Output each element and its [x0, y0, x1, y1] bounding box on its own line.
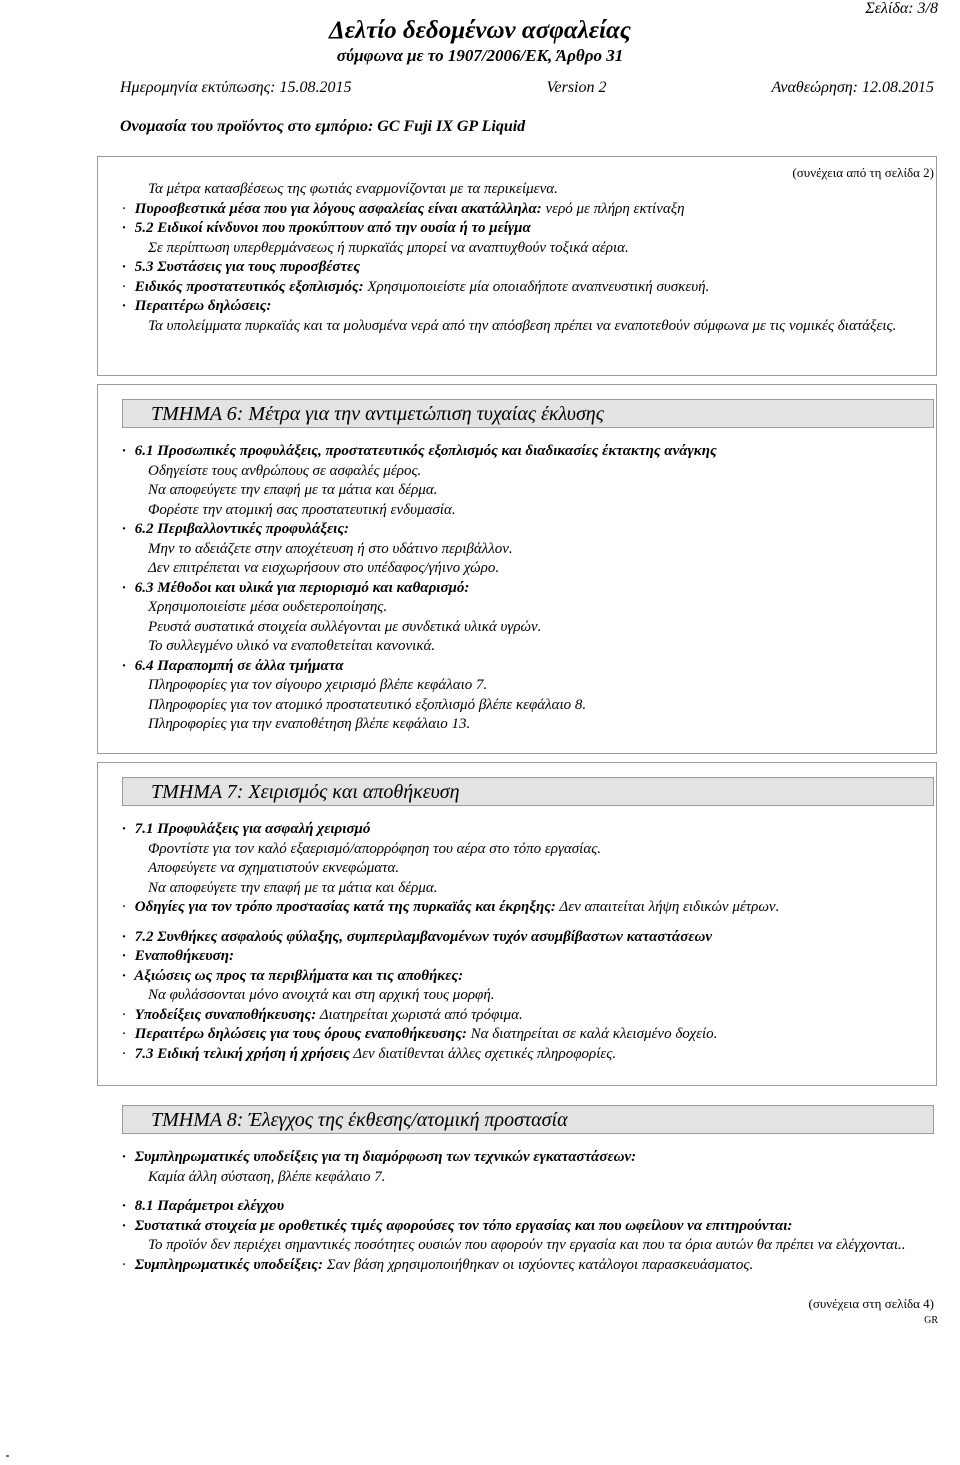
section-7-content — [122, 820, 940, 1064]
section-5-line: Τα μέτρα κατασβέσεως της φωτιάς εναρμονίζονται με τα περικείμενα. — [148, 181, 558, 197]
section-5-heading: · 5.2 Ειδικοί κίνδυνοι που προκύπτουν από την ουσία ή το μείγμα — [122, 220, 531, 236]
subsection-heading: · Συμπληρωματικές υποδείξεις για τη διαμόρφωση των τεχνικών εγκαταστάσεων: — [122, 1149, 637, 1165]
section-6-line: Οδηγείστε τους ανθρώπους σε ασφαλές μέρος. — [148, 462, 422, 479]
version: Version 2 — [546, 79, 607, 96]
subsection-heading: · 6.3 Μέθοδοι και υλικά για περιορισμό και καθαρισμό: — [122, 579, 470, 596]
section-6-line: Πληροφορίες για τον σίγουρο χειρισμό βλέπε κεφάλαιο 7. — [148, 677, 488, 693]
subsection-heading: · 7.1 Προφυλάξεις για ασφαλή χειρισμό — [122, 821, 371, 837]
section-7-line: Φροντίστε για τον καλό εξαερισμό/απορρόφηση του αέρα στο τόπο εργασίας. — [148, 840, 602, 857]
section-7-line: · 7.3 Ειδική τελική χρήση ή χρήσεις Δεν διατίθενται άλλες σχετικές πληροφορίες. — [122, 1045, 617, 1062]
value: Δεν απαιτείται λήψη ειδικών μέτρων. — [559, 899, 780, 915]
heading-text: 8.1 Παράμετροι ελέγχου — [134, 1198, 285, 1214]
section-7-line: Αποφεύγετε να σχηματιστούν εκνεφώματα. — [148, 860, 400, 876]
subsection-heading: · Συστατικά στοιχεία με οροθετικές τιμές αφορούσες τον τόπο εργασίας και που ωφείλουν να επιτηρούνται: — [122, 1217, 793, 1234]
subsection-heading: · 6.1 Προσωπικές προφυλάξεις, προστατευτικός εξοπλισμός και διαδικασίες έκτακτης ανάγκης — [122, 443, 717, 459]
heading-text: 5.3 Συστάσεις για τους πυροσβέστες — [134, 259, 361, 275]
revision-date: Αναθεώρηση: 12.08.2015 — [771, 79, 934, 96]
section-7-line: · Περαιτέρω δηλώσεις για τους όρους εναποθήκευσης: Να διατηρείται σε καλά κλεισμένο δοχείο. — [122, 1026, 718, 1042]
label: Περαιτέρω δηλώσεις για τους όρους εναποθήκευσης: — [134, 1026, 467, 1042]
print-date: Ημερομηνία εκτύπωσης: 15.08.2015 — [120, 79, 352, 96]
value: Διατηρείται χωριστά από τρόφιμα. — [319, 1006, 523, 1023]
heading-text: Αξιώσεις ως προς τα περιβλήματα και τις αποθήκες: — [134, 967, 464, 984]
section-5-line: Σε περίπτωση υπερθερμάνσεως ή πυρκαϊάς μπορεί να αναπτυχθούν τοξικά αέρια. — [148, 239, 629, 256]
value: νερό με πλήρη εκτίναξη — [545, 200, 685, 217]
subsection-heading: · 7.2 Συνθήκες ασφαλούς φύλαξης, συμπεριλαμβανομένων τυχόν ασυμβίβαστων καταστάσεων — [122, 928, 712, 945]
language-code: GR — [924, 1315, 938, 1326]
section-6-line: Το συλλεγμένο υλικό να εναποθετείται κανονικά. — [148, 638, 436, 654]
subsection-heading: · 6.4 Παραπομπή σε άλλα τμήματα — [122, 657, 344, 674]
section-8-line: Το προϊόν δεν περιέχει σημαντικές ποσότητες ουσιών που αφορούν την εργασία και που τα όρια αυτών θα πρέπει να ελέγχονται.. — [148, 1237, 906, 1253]
section-6-line: Πληροφορίες για τον ατομικό προστατευτικό εξοπλισμό βλέπε κεφάλαιο 8. — [148, 696, 587, 713]
section-5-line: Τα υπολείμματα πυρκαϊάς και τα μολυσμένα νερά από την απόσβεση πρέπει να εναποτεθούν σύμφωνα με τις νομικές διατάξεις. — [148, 317, 897, 334]
section-6-line: Φορέστε την ατομική σας προστατευτική ενδυμασία. — [148, 501, 456, 518]
section-8-title: ΤΜΗΜΑ 8: Έλεγχος της έκθεσης/ατομική προστασία — [122, 1105, 934, 1134]
value: Χρησιμοποιείστε μία οποιαδήποτε αναπνευστική συσκευή. — [367, 278, 710, 295]
heading-text: 7.2 Συνθήκες ασφαλούς φύλαξης, συμπεριλαμβανομένων τυχόν ασυμβίβαστων καταστάσεων — [134, 928, 712, 945]
heading-text: 6.4 Παραπομπή σε άλλα τμήματα — [134, 657, 344, 674]
section-7-line: · Οδηγίες για τον τρόπο προστασίας κατά της πυρκαϊάς και έκρηξης: Δεν απαιτείται λήψη ειδικών μέτρων. — [122, 899, 780, 915]
label: Οδηγίες για τον τρόπο προστασίας κατά της πυρκαϊάς και έκρηξης: — [134, 899, 556, 915]
subsection-heading: · 6.2 Περιβαλλοντικές προφυλάξεις: — [122, 521, 350, 537]
section-7-line: · Υποδείξεις συναποθήκευσης: Διατηρείται χωριστά από τρόφιμα. — [122, 1006, 523, 1023]
section-7-title: ΤΜΗΜΑ 7: Χειρισμός και αποθήκευση — [122, 777, 934, 806]
heading-text: Συστατικά στοιχεία με οροθετικές τιμές αφορούσες τον τόπο εργασίας και που ωφείλουν να επιτηρούνται: — [134, 1217, 793, 1234]
label: 7.3 Ειδική τελική χρήση ή χρήσεις — [134, 1045, 350, 1062]
section-6-line: Δεν επιτρέπεται να εισχωρήσουν στο υπέδαφος/γήινο χώρο. — [148, 560, 500, 576]
heading-text: 6.3 Μέθοδοι και υλικά για περιορισμό και καθαρισμό: — [134, 579, 470, 596]
continued-to-note: (συνέχεια στη σελίδα 4) — [808, 1296, 934, 1311]
section-6-content — [122, 442, 940, 735]
label: Πυροσβεστικά μέσα που για λόγους ασφαλείας είναι ακατάλληλα: — [134, 200, 542, 217]
label: Υποδείξεις συναποθήκευσης: — [134, 1006, 317, 1023]
document-meta — [120, 79, 934, 97]
page-mark — [6, 1455, 9, 1457]
section-5-heading: · 5.3 Συστάσεις για τους πυροσβέστες — [122, 259, 361, 275]
section-5-line: · Πυροσβεστικά μέσα που για λόγους ασφαλείας είναι ακατάλληλα: νερό με πλήρη εκτίναξη — [122, 200, 685, 217]
heading-text: Συμπληρωματικές υποδείξεις για τη διαμόρφωση των τεχνικών εγκαταστάσεων: — [134, 1149, 637, 1165]
section-7-line: Να αποφεύγετε την επαφή με τα μάτια και δέρμα. — [148, 879, 438, 896]
document-title: Δελτίο δεδομένων ασφαλείας — [329, 17, 631, 44]
heading-text: 7.1 Προφυλάξεις για ασφαλή χειρισμό — [134, 821, 371, 837]
heading-text: 6.2 Περιβαλλοντικές προφυλάξεις: — [134, 521, 350, 537]
value: Σαν βάση χρησιμοποιήθηκαν οι ισχύοντες κατάλογοι παρασκευάσματος. — [326, 1256, 754, 1273]
label: Συμπληρωματικές υποδείξεις: — [134, 1256, 323, 1273]
label: Ειδικός προστατευτικός εξοπλισμός: — [134, 278, 364, 295]
subsection-heading: · Αξιώσεις ως προς τα περιβλήματα και τις αποθήκες: — [122, 967, 464, 984]
heading-text: 6.1 Προσωπικές προφυλάξεις, προστατευτικός εξοπλισμός και διαδικασίες έκτακτης ανάγκης — [134, 443, 717, 459]
section-6-line: Χρησιμοποιείστε μέσα ουδετεροποίησης. — [148, 599, 388, 615]
document-subtitle: σύμφωνα με το 1907/2006/ΕΚ, Άρθρο 31 — [336, 46, 624, 65]
section-6-line: Ρευστά συστατικά στοιχεία συλλέγονται με συνδετικά υλικά υγρών. — [148, 618, 542, 635]
section-6-line: Να αποφεύγετε την επαφή με τα μάτια και δέρμα. — [148, 482, 438, 498]
section-5-content — [122, 180, 940, 336]
subsection-heading: · 8.1 Παράμετροι ελέγχου — [122, 1198, 285, 1214]
subsection-heading: · Εναποθήκευση: — [122, 948, 234, 964]
section-8-line: · Συμπληρωματικές υποδείξεις: Σαν βάση χρησιμοποιήθηκαν οι ισχύοντες κατάλογοι παρασκευάσματος. — [122, 1256, 754, 1273]
heading-text: Περαιτέρω δηλώσεις: — [134, 298, 272, 314]
section-8-line: Καμία άλλη σύσταση, βλέπε κεφάλαιο 7. — [148, 1168, 386, 1185]
value: Δεν διατίθενται άλλες σχετικές πληροφορίες. — [353, 1045, 617, 1062]
continued-from-note: (συνέχεια από τη σελίδα 2) — [792, 165, 934, 180]
section-5-heading: · Περαιτέρω δηλώσεις: — [122, 298, 272, 314]
section-6-line: Πληροφορίες για την εναποθέτηση βλέπε κεφάλαιο 13. — [148, 716, 471, 732]
section-6-line: Μην το αδειάζετε στην αποχέτευση ή στο υδάτινο περιβάλλον. — [148, 540, 513, 557]
heading-text: 5.2 Ειδικοί κίνδυνοι που προκύπτουν από την ουσία ή το μείγμα — [134, 220, 531, 236]
page-number: Σελίδα: 3/8 — [865, 0, 938, 17]
section-6-title: ΤΜΗΜΑ 6: Μέτρα για την αντιμετώπιση τυχαίας έκλυσης — [122, 399, 934, 428]
section-7-line: Να φυλάσσονται μόνο ανοιχτά και στη αρχική τους μορφή. — [148, 987, 495, 1003]
heading-text: Εναποθήκευση: — [134, 948, 234, 964]
product-name: Ονομασία του προϊόντος στο εμπόριο: GC Fuji IX GP Liquid — [120, 118, 526, 135]
section-8-content — [122, 1148, 940, 1275]
value: Να διατηρείται σε καλά κλεισμένο δοχείο. — [470, 1026, 718, 1042]
section-5-line: · Ειδικός προστατευτικός εξοπλισμός: Χρησιμοποιείστε μία οποιαδήποτε αναπνευστική συσκευή. — [122, 278, 710, 295]
